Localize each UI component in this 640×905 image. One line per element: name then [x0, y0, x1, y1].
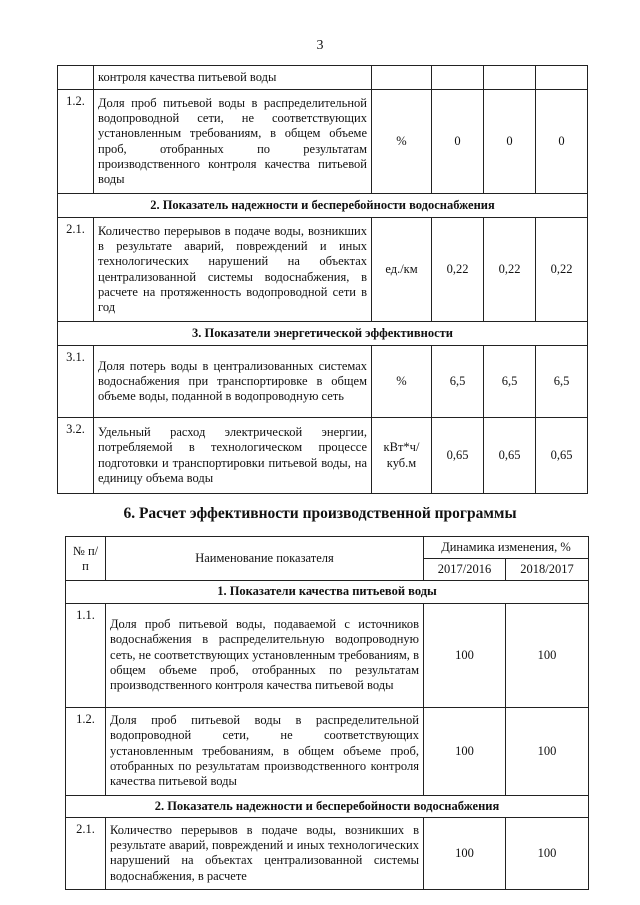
row-number: 2.1. — [58, 218, 94, 322]
value: 6,5 — [484, 346, 536, 418]
indicator-name: контроля качества питьевой воды — [94, 66, 372, 90]
section-row — [58, 194, 588, 218]
section-6-title: 6. Расчет эффективности производственной программы — [123, 505, 517, 522]
section-heading: 3. Показатели энергетической эффективности — [58, 322, 588, 346]
header-period: 2017/2016 — [424, 559, 506, 581]
indicator-name: Доля проб питьевой воды в распределительной водопроводной сети, не соответствующих установленным требованиям, в общем объеме проб, отобранных по результатам производственного контроля качества питьевой воды — [94, 90, 372, 194]
row-number — [58, 66, 94, 90]
value: 0,22 — [432, 218, 484, 322]
section-row — [58, 322, 588, 346]
row-number: 1.1. — [66, 603, 106, 707]
value: 0,65 — [536, 418, 588, 494]
table-row — [58, 66, 588, 90]
table-row — [58, 346, 588, 418]
value: 0 — [432, 90, 484, 194]
row-number: 3.2. — [58, 418, 94, 494]
value: 0,65 — [484, 418, 536, 494]
table-row — [66, 603, 589, 707]
indicator-name: Доля потерь воды в централизованных системах водоснабжения при транспортировке в общем объеме воды, поданной в водопроводную сеть — [94, 346, 372, 418]
unit: % — [372, 90, 432, 194]
unit: ед./км — [372, 218, 432, 322]
unit: % — [372, 346, 432, 418]
section-row — [66, 795, 589, 817]
indicator-name: Доля проб питьевой воды в распределительной водопроводной сети, не соответствующих установленным требованиям, в общем объеме проб, отобранных по результатам производственного контроля качества питьевой воды — [106, 707, 424, 795]
header-dynamics: Динамика изменения, % — [424, 537, 589, 559]
value: 6,5 — [536, 346, 588, 418]
section-heading: 2. Показатель надежности и бесперебойности водоснабжения — [66, 795, 589, 817]
indicator-name: Количество перерывов в подаче воды, возникших в результате аварий, повреждений и иных технологических нарушений на объектах централизованной системы водоснабжения, в расчете — [106, 817, 424, 889]
header-name: Наименование показателя — [106, 537, 424, 581]
value: 100 — [424, 817, 506, 889]
table-row — [66, 817, 589, 889]
value: 0 — [484, 90, 536, 194]
row-number: 1.2. — [66, 707, 106, 795]
section-row — [66, 581, 589, 603]
page-number: 3 — [316, 38, 324, 53]
value: 6,5 — [432, 346, 484, 418]
row-number: 1.2. — [58, 90, 94, 194]
header-period: 2018/2017 — [506, 559, 589, 581]
row-number: 3.1. — [58, 346, 94, 418]
value: 100 — [506, 707, 589, 795]
row-number: 2.1. — [66, 817, 106, 889]
indicators-table — [57, 65, 588, 494]
efficiency-table — [65, 536, 589, 890]
indicator-name: Количество перерывов в подаче воды, возникших в результате аварий, повреждений и иных технологических нарушений на объектах централизованной системы водоснабжения, в расчете на протяженность водопроводной сети в год — [94, 218, 372, 322]
section-heading: 2. Показатель надежности и бесперебойности водоснабжения — [58, 194, 588, 218]
value: 0,22 — [536, 218, 588, 322]
section-heading: 1. Показатели качества питьевой воды — [66, 581, 589, 603]
value: 100 — [424, 707, 506, 795]
table-row — [58, 90, 588, 194]
value: 0 — [536, 90, 588, 194]
header-number: № п/п — [66, 537, 106, 581]
unit: кВт*ч/куб.м — [372, 418, 432, 494]
indicator-name: Доля проб питьевой воды, подаваемой с источников водоснабжения в распределительную водопроводную сеть, не соответствующих установленным требованиям, в общем объеме проб, отобранных по результатам производственного контроля качества питьевой воды — [106, 603, 424, 707]
table-row — [66, 707, 589, 795]
value: 100 — [424, 603, 506, 707]
table-row — [58, 218, 588, 322]
indicator-name: Удельный расход электрической энергии, потребляемой в технологическом процессе подготовки и транспортировки питьевой воды, на единицу объема воды — [94, 418, 372, 494]
value: 0,22 — [484, 218, 536, 322]
header-row — [66, 537, 589, 559]
table-row — [58, 418, 588, 494]
value: 100 — [506, 603, 589, 707]
value: 100 — [506, 817, 589, 889]
value: 0,65 — [432, 418, 484, 494]
